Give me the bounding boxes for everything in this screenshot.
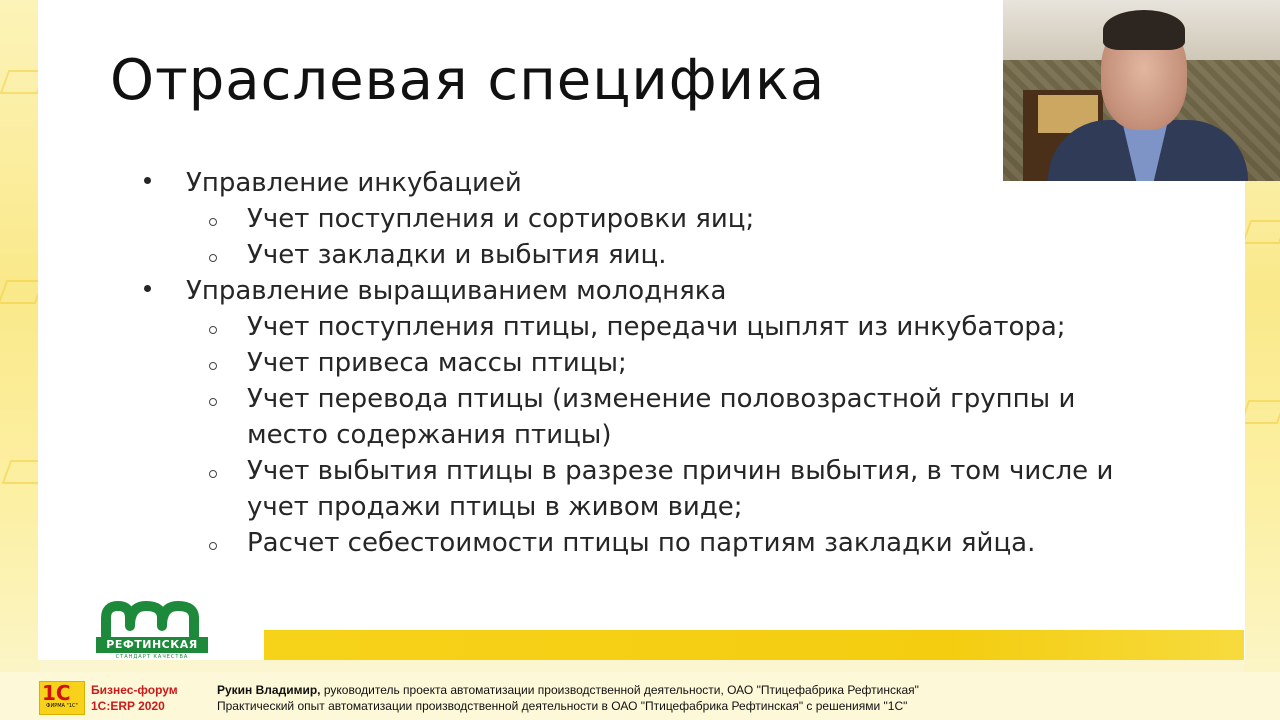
speaker-hair	[1103, 10, 1185, 50]
list-item-text: Учет поступления птицы, передачи цыплят из инкубатора;	[247, 312, 1066, 342]
bullet-circle	[209, 470, 217, 478]
speaker-name: Рукин Владимир,	[217, 683, 321, 697]
section-heading: Управление инкубацией	[186, 168, 522, 198]
hex-decoration	[1242, 220, 1280, 244]
section-incubation	[144, 165, 1144, 201]
accent-band	[264, 630, 1244, 660]
logo-wordmark: РЕФТИНСКАЯ	[96, 637, 208, 653]
logo-wave-icon	[96, 600, 208, 640]
list-item-text: Учет поступления и сортировки яиц;	[247, 204, 755, 234]
event-line-2: 1С:ERP 2020	[91, 699, 165, 713]
company-logo	[96, 600, 208, 662]
bullet-circle	[209, 218, 217, 226]
slide-title: Отраслевая специфика	[110, 48, 826, 113]
list-item-text: Расчет себестоимости птицы по партиям закладки яйца.	[247, 528, 1036, 558]
incubation-items	[144, 201, 1144, 273]
list-item	[144, 309, 1144, 345]
event-line-1: Бизнес-форум	[91, 683, 178, 697]
list-item-text: Учет выбытия птицы в разрезе причин выбытия, в том числе и	[247, 456, 1114, 486]
speaker-role: руководитель проекта автоматизации производственной деятельности, ОАО "Птицефабрика Рефтинская"	[323, 683, 919, 697]
bullet-circle	[209, 254, 217, 262]
talk-title: Практический опыт автоматизации производственной деятельности в ОАО "Птицефабрика Рефтинская" с решениями "1С"	[217, 699, 908, 713]
bullet-dot	[144, 177, 151, 184]
list-item	[144, 345, 1144, 381]
speaker-line	[217, 682, 919, 698]
slide-content	[144, 165, 1144, 561]
list-item-text-continued: учет продажи птицы в живом виде;	[247, 492, 743, 522]
logo-1c	[39, 681, 85, 715]
growing-items	[144, 309, 1144, 561]
bullet-circle	[209, 398, 217, 406]
section-heading: Управление выращиванием молодняка	[186, 276, 727, 306]
bullet-circle	[209, 542, 217, 550]
logo-tagline: СТАНДАРТ КАЧЕСТВА	[115, 654, 189, 660]
section-growing	[144, 273, 1144, 309]
list-item-text: Учет перевода птицы (изменение половозрастной группы и	[247, 384, 1076, 414]
list-item	[144, 201, 1144, 237]
bullet-circle	[209, 362, 217, 370]
list-item	[144, 237, 1144, 273]
speaker-info	[217, 682, 919, 714]
list-item	[144, 381, 1144, 453]
list-item-text-continued: место содержания птицы)	[247, 420, 612, 450]
list-item	[144, 453, 1144, 525]
logo-1c-mark: 1С	[42, 681, 71, 705]
hex-decoration	[1240, 400, 1280, 424]
list-item-text: Учет привеса массы птицы;	[247, 348, 627, 378]
event-name	[91, 682, 178, 714]
speaker-webcam	[1003, 0, 1280, 181]
background-left	[0, 0, 40, 720]
bullet-dot	[144, 285, 151, 292]
bullet-circle	[209, 326, 217, 334]
logo-1c-sub: ФИРМА "1С"	[46, 703, 78, 709]
list-item-text: Учет закладки и выбытия яиц.	[247, 240, 667, 270]
list-item	[144, 525, 1144, 561]
